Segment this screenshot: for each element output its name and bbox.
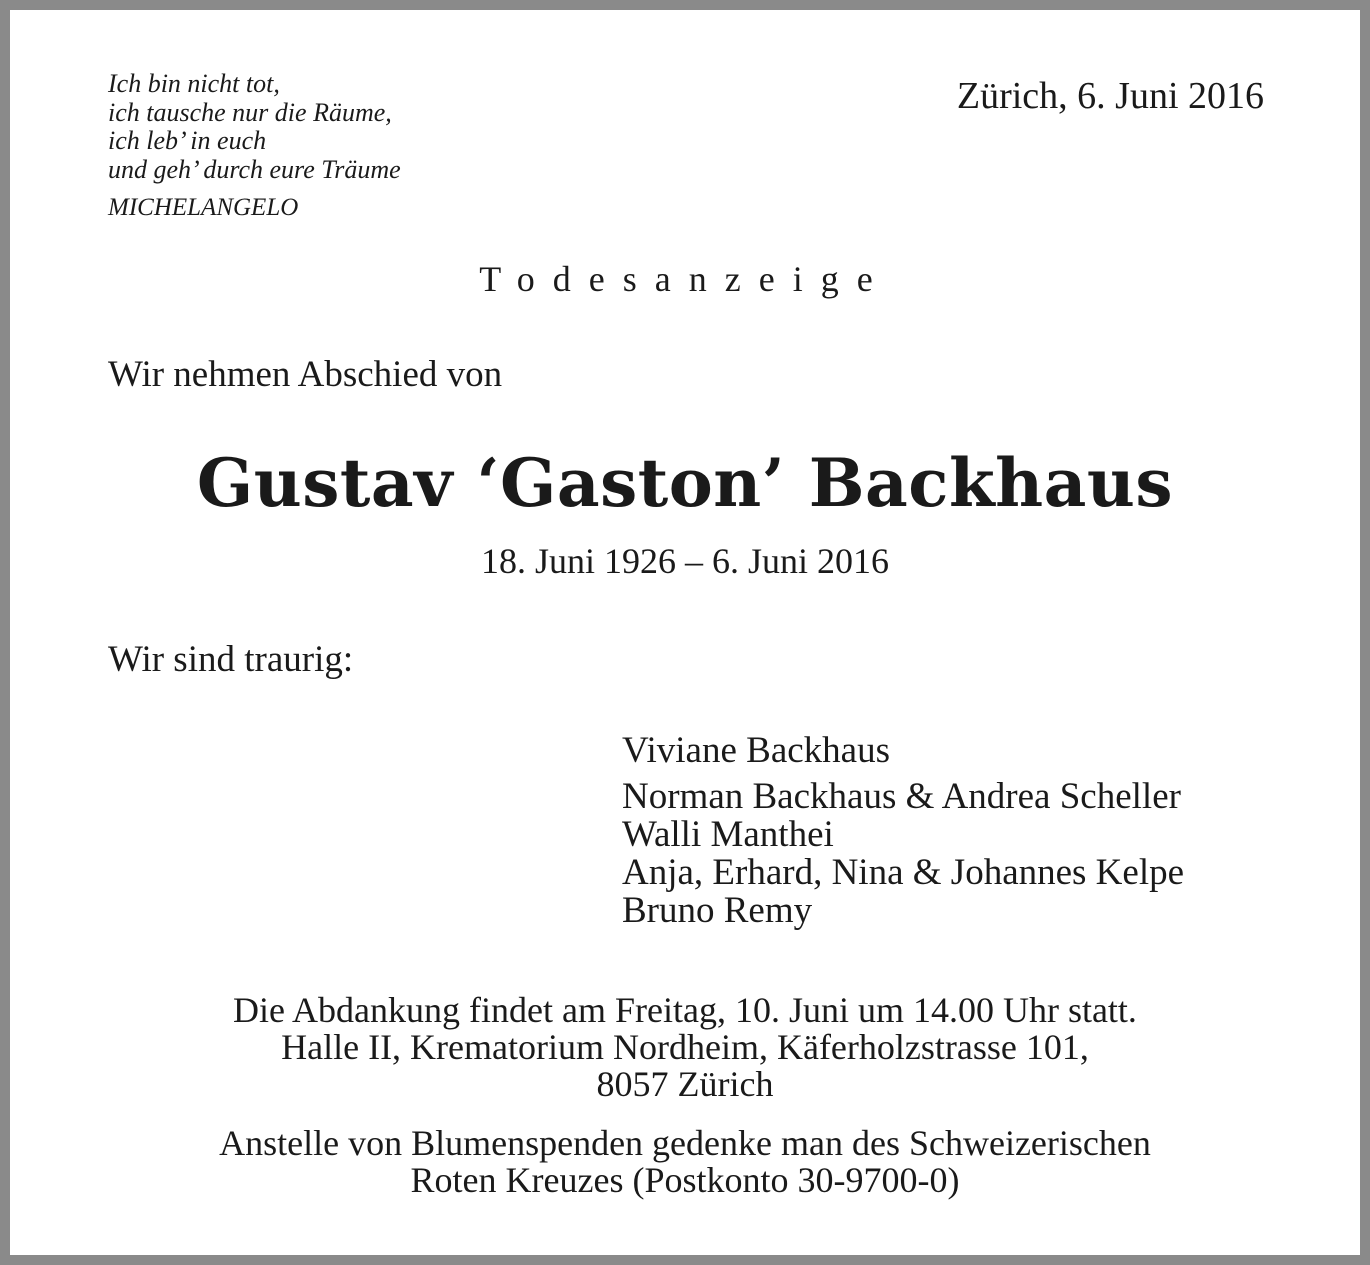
- place-date: Zürich, 6. Juni 2016: [956, 75, 1264, 117]
- mourner-name: Walli Manthei: [622, 814, 834, 855]
- donation-line: Anstelle von Blumenspenden gedenke man des Schweizerischen: [219, 1123, 1151, 1163]
- mourner-name: Viviane Backhaus: [622, 730, 890, 771]
- mourners-list: [622, 732, 1184, 930]
- poem-line: ich tausche nur die Räume,: [108, 97, 392, 127]
- deceased-lifespan: 18. Juni 1926 – 6. Juni 2016: [480, 541, 890, 581]
- poem-line: und geh’ durch eure Träume: [108, 154, 401, 184]
- service-line: Halle II, Krematorium Nordheim, Käferholzstrasse 101,: [281, 1027, 1089, 1067]
- farewell-intro: Wir nehmen Abschied von: [108, 354, 503, 395]
- poem-line: ich leb’ in euch: [108, 126, 267, 155]
- poem-author: MICHELANGELO: [108, 194, 299, 221]
- notice-heading: Todesanzeige: [479, 259, 891, 299]
- mourner-name: Bruno Remy: [622, 890, 813, 931]
- poem-quote: [108, 70, 401, 223]
- service-line: Die Abdankung findet am Freitag, 10. Juni um 14.00 Uhr statt.: [233, 990, 1137, 1030]
- mourner-name: Anja, Erhard, Nina & Johannes Kelpe: [622, 852, 1185, 893]
- deceased-name: Gustav ‘Gaston’ Backhaus: [196, 444, 1174, 522]
- donation-note: [10, 1125, 1360, 1199]
- donation-line: Roten Kreuzes (Postkonto 30-9700-0): [410, 1160, 960, 1200]
- poem-line: Ich bin nicht tot,: [108, 69, 280, 98]
- mourning-intro: Wir sind traurig:: [108, 639, 354, 680]
- service-line: 8057 Zürich: [596, 1064, 774, 1104]
- funeral-service-info: [10, 992, 1360, 1103]
- mourner-name: Norman Backhaus & Andrea Scheller: [622, 776, 1181, 817]
